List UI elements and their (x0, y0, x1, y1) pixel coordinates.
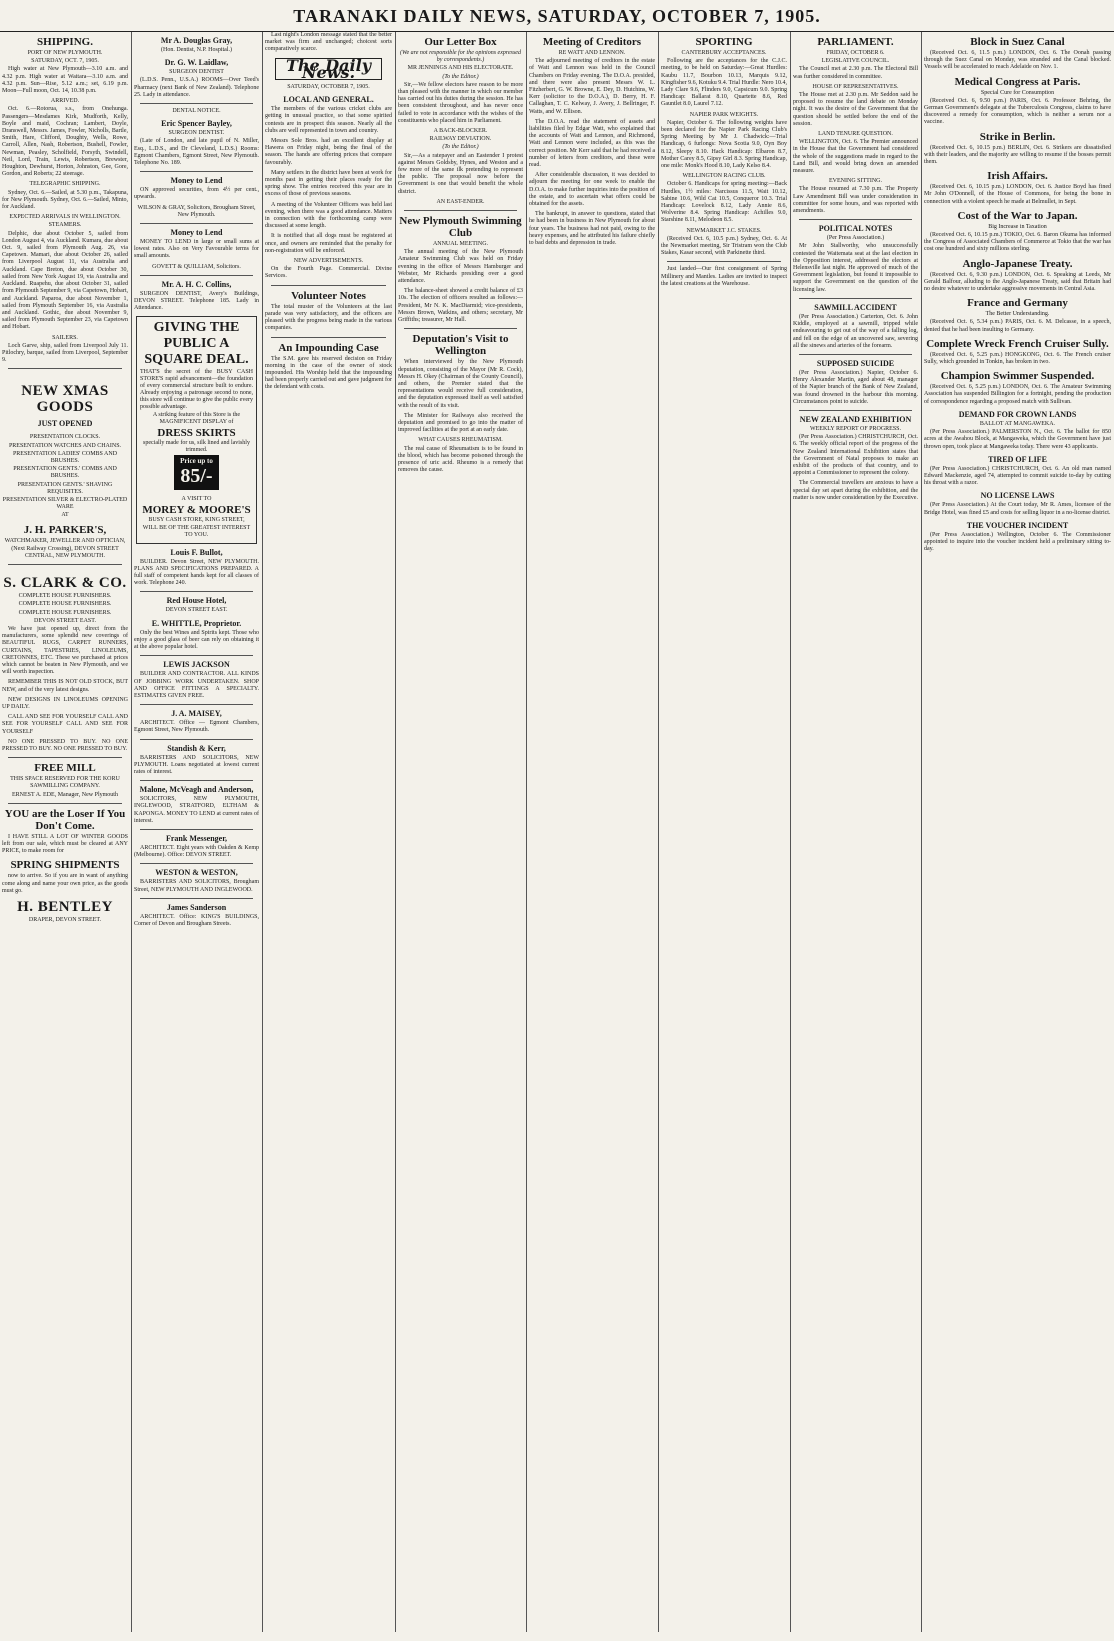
laidlaw-role: SURGEON DENTIST (169, 69, 224, 76)
money-firm: WILSON & GRAY, Solicitors, Brougham Street, New Plymouth. (137, 204, 256, 218)
parliament-heading: PARLIAMENT. (817, 36, 894, 48)
bayley-text: (Late of London, and late pupil of N. Miller, Esq., L.D.S., and Dr Cleveland, L.D.S.) Rooms: Egmont Chambers, Egmont Street, New Plymouth. Telephone No. 189. (134, 138, 259, 167)
telegraphic-heading: TELEGRAPHIC SHIPPING. (29, 181, 101, 188)
column-shipping (2, 32, 128, 1632)
standish-text: BARRISTERS AND SOLICITORS, NEW PLYMOUTH. Loans negotiated at lowest current rates of interest. (134, 754, 259, 775)
dress-skirts-text: specially made for us, silk lined and lavishly trimmed. (143, 440, 250, 454)
local-paragraph: The members of the various cricket clubs are getting in unusual practice, so that some spirited contests are in prospect this season. Nearly all the clubs are well represented in town and country. (265, 106, 392, 134)
weston-text: BARRISTERS AND SOLICITORS, Brougham Street, NEW PLYMOUTH AND INGLEWOOD. (134, 879, 259, 893)
collins-text: SURGEON DENTIST, Avery's Buildings, DEVON STREET. Telephone 185. Lady in Attendance. (134, 290, 259, 312)
clark-line: DEVON STREET EAST. (34, 617, 96, 624)
clark-line: COMPLETE HOUSE FURNISHERS. (18, 609, 112, 616)
newmarket-text: (Received Oct. 6, 10.5 p.m.) Sydney, Oct. 6. At the Newmarket meeting, Sir Tristram won the Club Stakes, Kasar second, with Parkinette third. (661, 235, 787, 257)
impound-heading: An Impounding Case (278, 341, 379, 354)
volunteer-heading: Volunteer Notes (291, 289, 366, 302)
irish-text: (Received Oct. 6, 10.15 p.m.) LONDON, Oct. 6. Justice Boyd has fined Mr John O'Donnell, of the House of Commons, for being the bone in connection with a violent speech he made at Belmullet, in Sept. (924, 184, 1111, 205)
council-text: The Council met at 2.30 p.m. The Electoral Bill was further considered in committee. (793, 66, 918, 80)
divider (799, 410, 912, 411)
xmas-subheading: JUST OPENED (37, 419, 93, 429)
sailers-text: Loch Garve, ship, sailed from Liverpool July 11. Pitlochry, barque, sailed from Liverpool, September 9. (2, 342, 128, 364)
letter2-text: Sir,—As a ratepayer and an Eastender I protest against Messrs Goldsby, Hynes, and Weston and a few more of the same ilk pretending to represent the public. The proposal now before the Government is one that would benefit the whole district. (398, 152, 523, 195)
deputation-text: The Minister for Railways also received the deputation and promised to go into the matter of improved facilities at the port at an early date. (398, 412, 523, 434)
bayley-name: Eric Spencer Bayley, (161, 119, 232, 129)
freemill-heading: FREE MILL (34, 762, 96, 775)
divider (140, 655, 253, 656)
divider (140, 223, 253, 224)
swimmer-text: (Received Oct. 6, 5.25 p.m.) LONDON, Oct. 6. The Amateur Swimming Association has suspended Billington for a fortnight, pending the production of correspondence regarding a proposed match with Sullivan. (924, 384, 1111, 405)
column-divider (262, 32, 263, 1632)
exhibition-subheading: WEEKLY REPORT OF PROGRESS. (809, 425, 902, 432)
maisey-text: ARCHITECT. Office — Egmont Chambers, Egmont Street, New Plymouth. (134, 720, 259, 734)
column-sporting (661, 32, 787, 1632)
price-value: 85/- (180, 464, 213, 487)
clark-remember: REMEMBER THIS IS NOT OLD STOCK, BUT NEW, and of the very latest designs. (2, 679, 128, 693)
parker-trade: WATCHMAKER, JEWELLER AND OPTICIAN, (4, 537, 126, 544)
sawmill-heading: SAWMILL ACCIDENT (814, 302, 897, 312)
volunteer-text: The total muster of the Volunteers at the last parade was very satisfactory, and the officers are pleased with the progress being made in the various companies. (265, 303, 392, 332)
clark-text: We have just opened up, direct from the manufacturers, some splendid new coverings of BEAUTIFUL RUGS, CARPET RUNNERS, CURTAINS, TAPESTRIES, LINOLEUMS, CRETONNES, ETC. These we purchased at prices which cannot be beaten in New Plymouth, and we will worth inspection. (2, 625, 128, 676)
column-letters (398, 32, 523, 1632)
column-creditors (529, 32, 655, 1632)
spring-text: now to arrive. So if you are in want of anything come along and name your own price, as the goods must go. (2, 873, 128, 894)
letter2-heading: RAILWAY DEVIATION. (429, 136, 492, 143)
council-heading: LEGISLATIVE COUNCIL. (821, 58, 890, 65)
divider (140, 898, 253, 899)
freemill-text: THIS SPACE RESERVED FOR THE KORU SAWMILLING COMPANY. (10, 776, 120, 790)
creditors-text: The adjourned meeting of creditors in the estate of Watt and Lennon was held in the Council Chambers on Friday evening. The D.O.A. presided, and there were also present Messrs W. L. Fitzherbert, G. W. Browne, E. Dey, D. Hutchins, W. Kerr (solicitor to the D.O.A.), D. Berry, H. F. Callaghan, T. C. Kelway, J. Avery, J. Bellringer, F. Watts, and W. Ellison. (529, 58, 655, 115)
exhibition-text: (Per Press Association.) CHRISTCHURCH, Oct. 6. The weekly official report of the progress of the New Zealand International Exhibition states that the Government of Natal proposes to make an exhibit of the products of that country, and to appoint a Commissioner to represent the colony. (793, 434, 918, 477)
shipping-date: SATURDAY, OCT. 7, 1905. (31, 58, 99, 65)
divider (799, 298, 912, 299)
new-adverts-text: On the Fourth Page. Commercial. Divine Services. (265, 266, 392, 280)
column-divider (526, 32, 527, 1632)
collins-name: Mr. A. H. C. Collins, (161, 279, 232, 289)
crown-lands-text: (Per Press Association.) PALMERSTON N., Oct. 6. The ballot for 850 acres at the Awahou Block, at Mangaweka, which the Government have just thrown open, took place at Mangaweka today. There were 43 applicants. (924, 429, 1111, 450)
evening-text: The House resumed at 7.30 p.m. The Property Law Amendment Bill was under consideration in committee for some hours, and was reported with amendments. (793, 186, 918, 215)
steamers-heading: STEAMERS. (48, 222, 82, 229)
swimmer-heading: Champion Swimmer Suspended. (940, 370, 1095, 383)
suez-text: (Received Oct. 6, 11.5 p.m.) LONDON, Oct. 6. The Oonah passing through the Suez Canal on Monday, was stranded and the Canal blocked. Vessels will be accelerated to reach Adelaide on Nov. 1. (924, 50, 1111, 71)
divider (140, 863, 253, 864)
suez-heading: Block in Suez Canal (970, 36, 1065, 48)
xmas-heading: NEW XMAS GOODS (21, 383, 109, 416)
dress-skirts-advert (136, 316, 257, 543)
political-text: Mr John Stallworthy, who unsuccessfully contested the Waitemata seat at the last election in the Opposition interest, addressed the electors at Helensville last night. He approved of much of the Government legislation, but found it impossible to support the Government on the question of the licensing law. (793, 243, 918, 293)
loser-heading: YOU are the Loser If You Don't Come. (4, 807, 126, 832)
spring-heading: SPRING SHIPMENTS (10, 859, 120, 872)
local-paragraph: Messrs Sole Bros. had an excellent display at Hawera on Friday night, being the final of the season. The hands are offering prices that compare favourably. (265, 138, 392, 166)
clark-heading: S. CLARK & CO. (3, 575, 127, 592)
divider (140, 704, 253, 705)
square-deal-heading: GIVING THE PUBLIC A SQUARE DEAL. (144, 320, 249, 368)
crown-lands-heading: DEMAND FOR CROWN LANDS (958, 409, 1077, 419)
divider (8, 803, 122, 804)
house-text: The House met at 2.30 p.m. Mr Seddon said he proposed to resume the land debate on Monday night. It was the desire of the Government that the question should be settled before the end of the session. (793, 92, 918, 127)
column-parliament (793, 32, 918, 1632)
visit-firm: MOREY & MOORE'S (142, 503, 251, 516)
letter1-to: (To the Editor.) (442, 73, 479, 80)
parker-address: (Next Railway Crossing), DEVON STREET CENTRAL, NEW PLYMOUTH. (11, 545, 119, 559)
impound-text: The S.M. gave his reserved decision on Friday morning in the case of the owner of stock impounded. His Worship held that the impounding had been properly carried out and gave judgment for the defendant with costs. (265, 355, 392, 391)
parliament-date: FRIDAY, OCTOBER 6. (826, 50, 885, 56)
divider (140, 591, 253, 592)
france-germany-subheading: The Better Understanding. (985, 311, 1050, 318)
divider (404, 210, 517, 211)
malone-text: SOLICITORS, NEW PLYMOUTH, INGLEWOOD, STRATFORD, ELTHAM & KAPONGA. MONEY TO LEND at current rates of interest. (134, 796, 259, 824)
sanderson-text: ARCHITECT. Office: KING'S BUILDINGS, Corner of Devon and Brougham Streets. (134, 913, 259, 927)
local-heading: LOCAL AND GENERAL. (283, 95, 374, 105)
column-divider (921, 32, 922, 1632)
medical-heading: Medical Congress at Paris. (954, 75, 1081, 88)
xmas-item: PRESENTATION LADIES' COMBS AND BRUSHES. (12, 450, 118, 464)
rheumatism-heading: WHAT CAUSES RHEUMATISM. (418, 437, 503, 444)
redhouse-name: Red House Hotel, (166, 596, 227, 606)
swimming-club-text: The balance-sheet showed a credit balance of £3 10s. The election of officers resulted as follows:—President, Mr N. K. MacDiarmid; vice-presidents, Messrs Brown, Watkins, and others; secretary, Mr Griffiths; treasurer, Mr Hall. (398, 288, 523, 324)
arrived-text: Oct. 6.—Rotorua, s.s., from Onehunga. Passengers—Mesdames Kirk, Mudforth, Kelly, Boyle and maid, Cochran; Lambert, Doyle, Dranswell, Messrs. James, Fowler, Nicholls, Bartle, Smith, Hare, Clifford, Doughty, Wells, Rowe, Carroll, Allen, Nash, Robertson, Bushell, Fowler, Newman, Peasley, Scholfield, Forsyth, Swindell, Neil, Lord, Train, Lewis, Robertson, Brewster, Houghton, Dewhurst, Horton, Johnston, Gee, Gore, Gordon, and Roberts; 22 steerage. (2, 106, 128, 178)
letter1-text: Sir,—We fellow electors have reason to be more than pleased with the manner in which our member has carried out his duties during the session. He has been consistent throughout, and has never once failed to vote in accordance with the wishes of the constituents who placed him in Parliament. (398, 81, 523, 124)
crown-lands-subheading: BALLOT AT MANGAWEKA. (979, 420, 1056, 427)
shipping-heading: SHIPPING. (37, 36, 93, 48)
telegraphic-text: Sydney, Oct. 6.—Sailed, at 5.30 p.m., Takapuna, for New Plymouth. Sydney, Oct. 6.—Sailed, Minto, for Auckland. (2, 189, 128, 211)
political-heading: POLITICAL NOTES (818, 224, 893, 234)
house-heading: HOUSE OF REPRESENTATIVES. (812, 83, 899, 90)
divider (140, 103, 253, 104)
letter2-to: (To the Editor.) (442, 144, 479, 151)
bullot-text: BUILDER. Devon Street, NEW PLYMOUTH. PLANS AND SPECIFICATIONS PREPARED. A full staff of competent hands kept for all classes of work. Telephone 240. (134, 558, 259, 587)
exhibition-heading: NEW ZEALAND EXHIBITION (799, 414, 912, 424)
busy-store-text: THAT'S the secret of the BUSY CASH STORE'S rapid advancement—the foundation of every commercial structure built to endure. Already enjoying a patronage second to none, this store will continue to give the public every possible advantage. (140, 369, 253, 411)
bayley-role: SURGEON DENTIST. (168, 130, 225, 137)
suicide-heading: SUPPOSED SUICIDE (816, 358, 895, 368)
clark-no-press: NO ONE PRESSED TO BUY. NO ONE PRESSED TO BUY. NO ONE PRESSED TO BUY. (2, 738, 128, 753)
parker-at: AT (61, 512, 69, 519)
masthead-title: TARANAKI DAILY NEWS, SATURDAY, OCTOBER 7, 1905. (293, 6, 821, 26)
dress-skirts-heading: DRESS SKIRTS (157, 427, 236, 440)
clark-call: CALL AND SEE FOR YOURSELF CALL AND SEE FOR YOURSELF CALL AND SEE FOR YOURSELF (2, 714, 128, 735)
creditors-text: The D.O.A. read the statement of assets and liabilities filed by Edgar Watt, who explained that the accounts of Watt and Lennon, and Richmond, Watt and Lennon were included, as this was the correct position. Mr Kerr said that he had received a number of letters from creditors, and these were read. (529, 118, 655, 169)
divider (140, 739, 253, 740)
clark-line: COMPLETE HOUSE FURNISHERS. (18, 601, 112, 608)
xmas-item: PRESENTATION GENTS.' SHAVING REQUISITES. (17, 481, 113, 495)
wellington-racing-heading: WELLINGTON RACING CLUB. (682, 173, 766, 180)
xmas-item: PRESENTATION CLOCKS. (29, 434, 101, 441)
clark-line: COMPLETE HOUSE FURNISHERS. (18, 593, 112, 600)
money2-firm: GOVETT & QUILLIAM, Solicitors. (152, 263, 241, 270)
weston-name: WESTON & WESTON, (155, 868, 238, 878)
column-divider (395, 32, 396, 1632)
visit-heading: A VISIT TO (181, 495, 212, 502)
letter1-heading: MR JENNINGS AND HIS ELECTORATE. (407, 65, 514, 72)
jackson-name: LEWIS JACKSON (163, 660, 230, 670)
napier-heading: NAPIER PARK WEIGHTS. (689, 111, 759, 118)
strike-heading: Strike in Berlin. (979, 130, 1056, 143)
money2-heading: Money to Lend (170, 228, 223, 238)
loser-text: I HAVE STILL A LOT OF WINTER GOODS left from our sale, which must be cleared at ANY PRICE, to make room for (2, 833, 128, 855)
divider (8, 757, 122, 758)
jackson-text: BUILDER AND CONTRACTOR. ALL KINDS OF JOBBING WORK UNDERTAKEN. SHOP AND OFFICE FITTINGS A SPECIALTY. ESTIMATES GIVEN FREE. (134, 671, 259, 699)
strike-text: (Received Oct. 6, 10.15 p.m.) BERLIN, Oct. 6. Strikers are dissatisfied with their leaders, and the majority are willing to resume if the bosses permit them. (924, 144, 1111, 166)
divider (140, 829, 253, 830)
exhibition-text: The Commercial travellers are anxious to have a special day set apart during the exhibition, and the matter is now under consideration by the Executive. (793, 480, 918, 501)
creditors-subheading: RE WATT AND LENNON. (558, 50, 626, 56)
swimming-club-text: The annual meeting of the New Plymouth Amateur Swimming Club was held on Friday evening in the office of Messrs Hamburger and Webster, Mr Richards presiding over a good attendance. (398, 249, 523, 285)
xmas-item: PRESENTATION WATCHES AND CHAINS. (8, 442, 122, 449)
land-text: WELLINGTON, Oct. 6. The Premier announced in the House that the Government had considered the whole of the suggestions made in regard to the Land Bill, and would bring down an amended measure. (793, 139, 918, 175)
whittle-text: Only the best Wines and Spirits kept. Those who enjoy a good glass of beer can rely on obtaining it at the above popular hotel. (134, 629, 259, 651)
sporting-text: Following are the acceptances for the C.J.C. meeting, to be held on Saturday:—Great Hurdles: Kaubu 11.7, Bourbon 10.13, Marquis 9.12, Kingfisher 9.6, Kotuku 9.4. Trial Hurdle: Nero 10.4, Lady Clare 9.6, Flinders 9.0, Capsicum 9.0. Spring Handicap: Ballarat 8.10, Quartette 8.6, Red Gauntlet 8.0, Laurel 7.12. (661, 58, 787, 108)
local-paragraph: Many settlers in the district have been at work for months past in getting their places ready for the spring show. The entries received this year are in excess of those of previous seasons. (265, 169, 392, 198)
column-advertisements (134, 32, 259, 1632)
column-local-news (265, 32, 392, 1632)
divider (140, 780, 253, 781)
maisey-name: J. A. MAISEY, (171, 709, 222, 719)
local-paragraph: A meeting of the Volunteer Officers was held last evening, when there was a good attendance. Matters in connection with the forthcoming camp were discussed at some length. (265, 201, 392, 230)
france-germany-heading: France and Germany (967, 297, 1068, 310)
laidlaw-name: Dr. G. W. Laidlaw, (164, 58, 229, 68)
deputation-text: When interviewed by the New Plymouth deputation, consisting of the Mayor (Mr R. Cock), Messrs H. Okey (Chairman of the County Council), and others, the Premier stated that the representations would receive full consideration, and the deputation expressed itself as well satisfied with the result of its visit. (398, 359, 523, 409)
expected-text: Delphic, due about October 5, sailed from London August 4, via Auckland. Kumara, due about Oct. 9, sailed from Plymouth Aug. 26, via Capetown. Mamari, due about October 26, sailed from Liverpool August 11, via Australia and Auckland. Cape Breton, due about October 30, sailed from New York August 19, via Australia and Auckland. Ruapehu, due about October 31, sailed from Plymouth September 9, via Capetown, Hobart, and Auckland. Paparoa, due about November 1, sailed from Plymouth September 16, via Australia and Auckland. Gothic, due about November 9, sailed from Plymouth September 23, via Capetown and Hobart. (2, 230, 128, 331)
daily-news-logo: The Daily News. (275, 58, 382, 80)
divider (799, 354, 912, 355)
divider (140, 275, 253, 276)
bullot-name: Louis F. Bullot, (170, 547, 223, 557)
war-cost-subheading: Big Increase in Taxation (988, 223, 1047, 230)
arrived-heading: ARRIVED. (50, 98, 80, 105)
creditors-text: The bankrupt, in answer to questions, stated that he had been in business in New Plymouth for about four years. The business had not paid, owing to the heavy expenses, and he attributed his failure chiefly to bad debts and depression in trade. (529, 211, 655, 247)
sporting-heading: SPORTING (695, 36, 753, 48)
anglo-japanese-text: (Received Oct. 6, 9.30 p.m.) LONDON, Oct. 6. Speaking at Leeds, Mr Gerald Balfour, alluding to the Anglo-Japanese Treaty, said that Britain had no desire whatever to undertake aggressive movements in Central Asia. (924, 271, 1111, 293)
no-license-heading: NO LICENSE LAWS (980, 491, 1055, 501)
tired-heading: TIRED OF LIFE (988, 454, 1047, 464)
issue-date: SATURDAY, OCTOBER 7, 1905. (287, 84, 370, 91)
france-germany-text: (Received Oct. 6, 5.34 p.m.) PARIS, Oct. 6. M. Delcasse, in a speech, denied that he had been insulting to Germany. (924, 319, 1111, 333)
land-heading: LAND TENURE QUESTION. (818, 131, 893, 138)
column-divider (790, 32, 791, 1632)
freemill-sign: ERNEST A. EDE, Manager, New Plymouth (12, 791, 118, 798)
money-text: ON approved securities, from 4½ per cent., upwards. (134, 187, 259, 201)
bentley-address: DRAPER, DEVON STREET. (28, 917, 102, 924)
bentley-name: H. BENTLEY (17, 899, 113, 916)
visit-subheading: BUSY CASH STORE, KING STREET, (148, 516, 245, 523)
dress-intro: A striking feature of this Store is the MAGNIFICENT DISPLAY of (152, 412, 241, 426)
sailers-heading: SAILERS. (52, 334, 78, 341)
letter2-sign: AN EAST-ENDER. (436, 198, 485, 205)
xmas-item: PRESENTATION GENTS.' COMBS AND BRUSHES. (13, 466, 117, 480)
anglo-japanese-heading: Anglo-Japanese Treaty. (962, 257, 1073, 270)
redhouse-address: DEVON STREET EAST. (165, 607, 228, 614)
whittle-name: E. WHITTLE, Proprietor. (151, 618, 242, 628)
creditors-heading: Meeting of Creditors (542, 36, 642, 48)
messenger-name: Frank Messenger, (165, 833, 228, 843)
tired-text: (Per Press Association.) CHRISTCHURCH, Oct. 6. An old man named Edward Mackenzie, aged 74, attempted to commit suicide to-day by cutting his throat with a razor. (924, 465, 1111, 487)
millinery-notice: Just landed—Our first consignment of Spring Millinery and Mantles. Ladies are invited to inspect the latest creations at the Warehouse. (661, 266, 787, 287)
sawmill-text: (Per Press Association.) Carterton, Oct. 6. John Kiddle, employed at a sawmill, tripped while endeavouring to get out of the way of a falling log, and fell on the edge of an uncovered saw, severing all the sinews and arteries of the forearm. (793, 313, 918, 349)
price-label: Price up to (180, 457, 213, 466)
messenger-text: ARCHITECT. Eight years with Oakden & Kemp (Melbourne). Office: DEVON STREET. (134, 844, 259, 859)
deputation-heading: Deputation's Visit to Wellington (412, 333, 509, 358)
letter1-sign: A BACK-BLOCKER. (433, 128, 488, 135)
expected-heading: EXPECTED ARRIVALS IN WELLINGTON. (9, 214, 121, 221)
money2-text: MONEY TO LEND in large or small sums at lowest rates. Also on Very Favourable terms for small amounts. (134, 239, 259, 260)
divider (8, 368, 122, 369)
dental-notice-heading: DENTAL NOTICE. (172, 108, 221, 115)
laidlaw-text: (L.D.S. Penn., U.S.A.) ROOMS—Over Teed's Pharmacy (next Bank of New Zealand). Telephone 25. Lady in attendance. (134, 77, 259, 98)
irish-heading: Irish Affairs. (987, 170, 1048, 183)
rheumatism-text: The real cause of Rheumatism is to be found in the blood, which has become poisoned through the presence of uric acid. Rheumo is a remedy that removes the cause. (398, 445, 523, 474)
port-heading: PORT OF NEW PLYMOUTH. (27, 50, 103, 56)
divider (271, 285, 386, 286)
voucher-text: (Per Press Association.) Wellington, October 6. The Commissioner appointed to inquire into the voucher incident held a preliminary sitting to-day. (924, 531, 1111, 553)
wreck-heading: Complete Wreck French Cruiser Sully. (926, 337, 1109, 350)
evening-heading: EVENING SITTING. (829, 178, 882, 185)
new-adverts-heading: NEW ADVERTISEMENTS. (293, 258, 364, 265)
political-subheading: (Per Press Association.) (826, 235, 885, 242)
napier-text: Napier, October 6. The following weights have been declared for the Napier Park Racing Club's Spring Meeting by Mr J. Chadwick:—Trial Handicap, 6 furlongs: Nova Scotia 9.0, Oyn Boy 8.12, Sleepy 8.10. Hack Handicap: Elbaron 8.7, Mother Carey 8.5, Gipsy Girl 8.3. Spring Handicap, one mile: Monk's Hood 8.10, Lady Kelso 8.4. (661, 119, 787, 170)
xmas-item: PRESENTATION SILVER & ELECTRO-PLATED WARE (2, 496, 128, 511)
war-cost-text: (Received Oct. 6, 10.15 p.m.) TOKIO, Oct. 6. Baron Okuma has informed the Congress of Associated Chambers of Commerce at Tokio that the war has cost one hundred and sixty millions sterling. (924, 232, 1111, 253)
local-paragraph: It is notified that all dogs must be registered at once, and owners are reminded that the penalty for non-registration will be enforced. (265, 233, 392, 254)
divider (404, 328, 517, 329)
column-cables (924, 32, 1111, 1632)
gray-name: Mr A. Douglas Gray, (160, 36, 233, 45)
gray-role: (Hon. Dentist, N.P. Hospital.) (161, 47, 232, 53)
divider (799, 219, 912, 220)
letter-box-disclaimer: (We are not responsible for the opinions expressed by correspondents.) (400, 50, 521, 64)
letter-box-heading: Our Letter Box (424, 36, 497, 48)
divider (667, 261, 781, 262)
medical-subheading: Special Cure for Consumption (980, 89, 1055, 96)
newmarket-heading: NEWMARKET J.C. STAKES. (686, 227, 762, 234)
wellington-racing-text: October 6. Handicaps for spring meeting:—Back Hurdles, 1½ miles: Narcissus 11.5, Wait 10.12, Sabine 10.6, Wild Cat 10.5, Conqueror 10.3. Trial Handicap: Lovelock 8.12, Lady Annie 8.6, Wolverine 8.4. Spring Handicap: Achilles 9.0, Starshine 8.11, Melodeon 8.5. (661, 181, 787, 224)
sporting-subheading: CANTERBURY ACCEPTANCES. (681, 50, 767, 56)
malone-name: Malone, McVeagh and Anderson, (139, 785, 254, 795)
clark-linoleums: NEW DESIGNS IN LINOLEUMS OPENING UP DAILY. (2, 696, 128, 711)
swimming-club-subheading: ANNUAL MEETING. (432, 241, 489, 248)
war-cost-heading: Cost of the War to Japan. (957, 209, 1078, 222)
wreck-text: (Received Oct. 6, 5.25 p.m.) HONGKONG, Oct. 6. The French cruiser Sully, which grounded in Tonkin, has broken in two. (924, 351, 1111, 366)
medical-text: (Received Oct. 6, 9.50 p.m.) PARIS, Oct. 6. Professor Behring, the German Government's delegate at the Tuberculosis Congress, claims to have discovered a remedy for consumption, which is neither a serum nor a vaccine. (924, 97, 1111, 126)
no-license-text: (Per Press Association.) At the Court today, Mr R. Ames, licensee of the Bridge Hotel, was fined £5 and costs for selling liquor in a no-license district. (924, 502, 1111, 516)
divider (271, 337, 386, 338)
column-divider (658, 32, 659, 1632)
suicide-text: (Per Press Association.) Napier, October 6. Henry Alexander Martin, aged about 48, manager of the Napier branch of the Bank of New Zealand, was found drowned in the harbour this morning. Circumstances point to suicide. (793, 369, 918, 405)
swimming-club-heading: New Plymouth Swimming Club (399, 215, 522, 240)
intro-text: Last night's London message stated that the better market was firm and unchanged; choicest sorts comparatively scarce. (265, 32, 392, 53)
creditors-text: After considerable discussion, it was decided to adjourn the meeting for one week to enable the D.O.A. to make further inquiries into the position of the estate, and to ascertain what offers could be obtained for the assets. (529, 172, 655, 208)
parker-name: J. H. PARKER'S, (23, 523, 107, 536)
voucher-heading: THE VOUCHER INCIDENT (966, 520, 1069, 530)
visit-text: WILL BE OF THE GREATEST INTEREST TO YOU. (142, 524, 251, 538)
price-badge (174, 455, 219, 489)
standish-name: Standish & Kerr, (167, 743, 226, 753)
sanderson-name: James Sanderson (166, 902, 227, 912)
column-divider (131, 32, 132, 1632)
money-heading: Money to Lend (170, 176, 223, 186)
tides-text: High water at New Plymouth—3.10 a.m. and 4.32 p.m. High water at Waitara—3.10 a.m. and 4.32 p.m. Sun—Rise, 5.12 a.m.; set, 6.19 p.m. Moon—Full moon, Oct. 14, 10.38 p.m. (2, 66, 128, 95)
divider (8, 564, 122, 565)
divider (140, 171, 253, 172)
